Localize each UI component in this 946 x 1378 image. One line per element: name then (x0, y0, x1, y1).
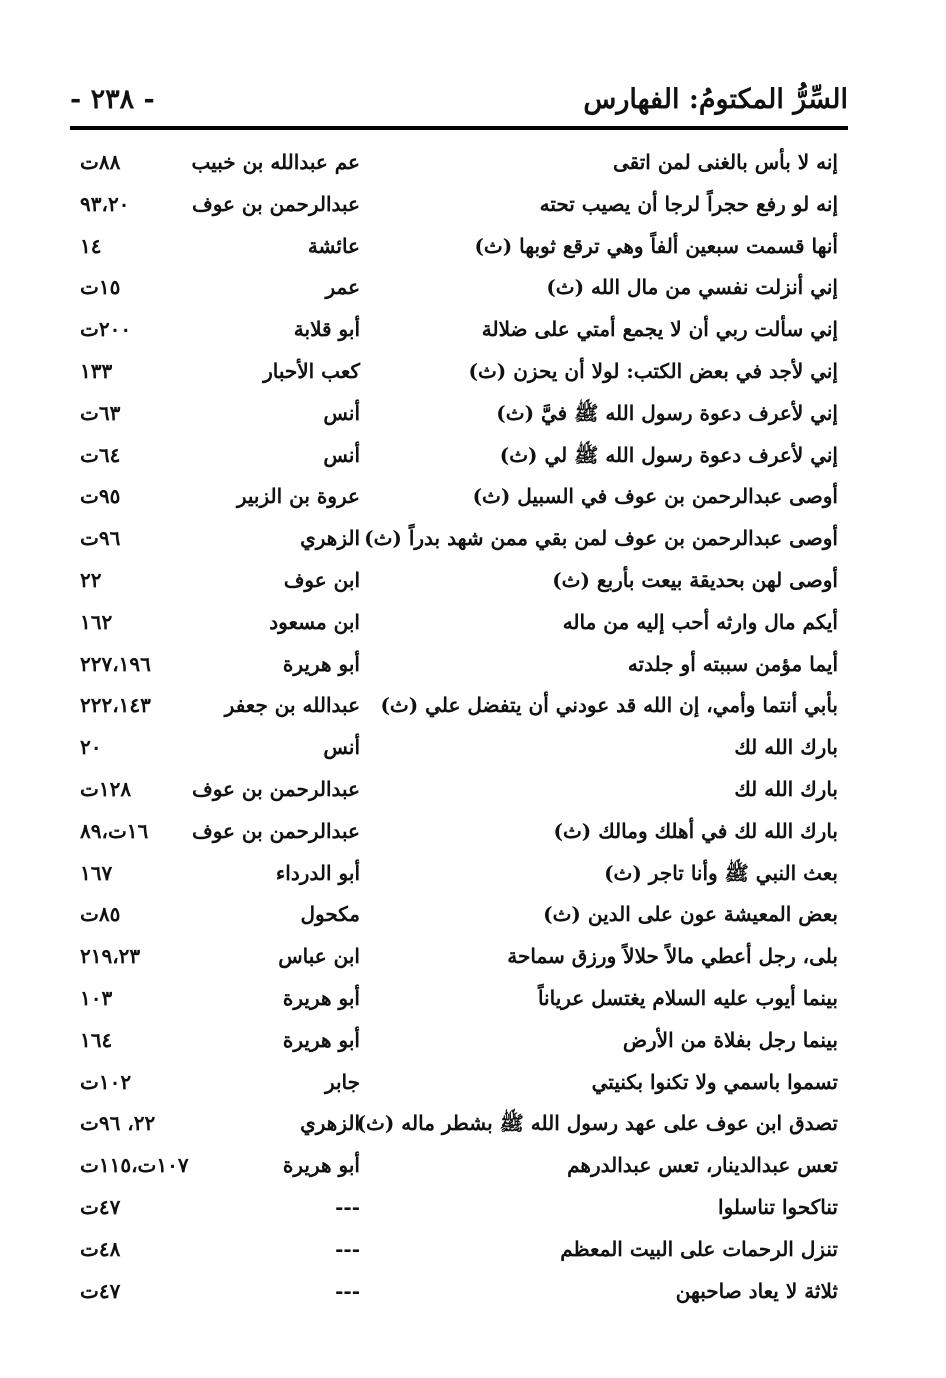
narrator: عائشة (307, 233, 360, 258)
index-row (70, 898, 848, 940)
narrator: أبو هريرة (282, 1027, 360, 1052)
narrator: عبدالله بن جعفر (224, 693, 360, 718)
index-row (70, 397, 848, 439)
hadith-text: إني سألت ربي أن لا يجمع أمتي على ضلالة (481, 317, 838, 342)
hadith-text: بعض المعيشة عون على الدين (ث) (543, 902, 838, 927)
narrator: عبدالرحمن بن عوف (191, 818, 360, 843)
hadith-text: بارك الله لك (734, 735, 838, 760)
narrator: الزهري (300, 526, 360, 551)
narrator: جابر (324, 1069, 360, 1094)
page-ref: ٢٠ (80, 735, 102, 760)
page-ref: ١٦٢ (80, 609, 113, 634)
hadith-text: إني لأعرف دعوة رسول الله ﷺ فيَّ (ث) (496, 400, 838, 425)
narrator: ابن مسعود (269, 609, 360, 634)
page-ref: ١٣٣ (80, 358, 113, 383)
page-ref: ٢٢، ٩٦ت (80, 1111, 156, 1136)
hadith-text: أيما مؤمن سببته أو جلدته (627, 651, 838, 676)
page-number: - ٢٣٨ - (70, 84, 155, 115)
narrator: ابن عوف (283, 567, 360, 592)
index-row (70, 1024, 848, 1066)
page-ref: ٩٦ت (80, 526, 121, 551)
index-row (70, 522, 848, 564)
header-rule (70, 126, 848, 130)
page-header (70, 78, 848, 126)
narrator: --- (335, 1194, 360, 1219)
page-ref: ٢٢٢،١٤٣ (80, 693, 151, 718)
hadith-text: أوصى لهن بحديقة بيعت بأربع (ث) (552, 567, 838, 592)
narrator: عبدالرحمن بن عوف (191, 776, 360, 801)
page-ref: ٢١٩،٢٣ (80, 944, 141, 969)
hadith-text: بارك الله لك في أهلك ومالك (ث) (553, 818, 838, 843)
page-ref: ٤٧ت (80, 1194, 121, 1219)
page-ref: ٦٤ت (80, 442, 121, 467)
page-ref: ١٦٤ (80, 1027, 113, 1052)
hadith-text: تناكحوا تناسلوا (718, 1194, 838, 1219)
page-ref: ١٠٣ (80, 985, 113, 1010)
narrator: أبو هريرة (282, 651, 360, 676)
index-row (70, 648, 848, 690)
hadith-text: بينما رجل بفلاة من الأرض (622, 1027, 838, 1052)
page-ref: ١٠٢ت (80, 1069, 132, 1094)
index-row (70, 815, 848, 857)
index-row (70, 313, 848, 355)
hadith-text: إنه لا بأس بالغنى لمن اتقى (612, 150, 838, 174)
book-title: السِّرُّ المكتومُ: الفهارس (583, 84, 848, 115)
hadith-text: بينما أيوب عليه السلام يغتسل عرياناً (537, 985, 838, 1010)
index-row (70, 1275, 848, 1317)
hadith-text: أنها قسمت سبعين ألفاً وهي ترقع ثوبها (ث) (474, 233, 838, 258)
page-ref: ٩٣،٢٠ (80, 191, 130, 216)
page-ref: ١٢٨ت (80, 776, 132, 801)
page-ref: ٢٢٧،١٩٦ (80, 651, 151, 676)
index-row (70, 146, 848, 188)
index-row (70, 439, 848, 481)
hadith-text: أوصى عبدالرحمن بن عوف في السبيل (ث) (472, 484, 838, 509)
page-ref: ١٦٧ (80, 860, 113, 885)
index-row (70, 1107, 848, 1149)
narrator: أنس (323, 442, 360, 467)
narrator: --- (335, 1236, 360, 1261)
narrator: عروة بن الزبير (236, 484, 360, 509)
page-ref: ١٤ (80, 233, 102, 258)
index-row (70, 940, 848, 982)
page-ref: ٢٢ (80, 567, 102, 592)
narrator: كعب الأحبار (263, 358, 360, 383)
page-ref: ٤٨ت (80, 1236, 121, 1261)
narrator: أنس (323, 400, 360, 425)
index-row (70, 1066, 848, 1108)
index-row (70, 857, 848, 899)
page-ref: ٦٣ت (80, 400, 121, 425)
narrator: --- (335, 1278, 360, 1303)
narrator: عم عبدالله بن خبيب (191, 150, 360, 174)
page-ref: ١٦ت،٨٩ (80, 818, 149, 843)
page-ref: ٢٠٠ت (80, 317, 132, 342)
hadith-text: تعس عبدالدينار، تعس عبدالدرهم (567, 1153, 838, 1178)
hadith-text: أوصى عبدالرحمن بن عوف لمن بقي ممن شهد بدراً (ث) (364, 526, 838, 551)
index-row (70, 230, 848, 272)
hadith-text: بارك الله لك (734, 776, 838, 801)
hadith-text: بلى، رجل أعطي مالاً حلالاً ورزق سماحة (507, 944, 838, 969)
hadith-text: أيكم مال وارثه أحب إليه من ماله (562, 609, 838, 634)
index-table (70, 146, 848, 1316)
narrator: أبو هريرة (282, 1153, 360, 1178)
hadith-text: بأبي أنتما وأمي، إن الله قد عودني أن يتفضل علي (ث) (380, 693, 838, 718)
hadith-text: إني أنزلت نفسي من مال الله (ث) (546, 275, 838, 300)
hadith-text: بعث النبي ﷺ وأنا تاجر (ث) (604, 860, 838, 885)
index-row (70, 773, 848, 815)
index-row (70, 271, 848, 313)
index-row (70, 689, 848, 731)
index-row (70, 982, 848, 1024)
index-row (70, 564, 848, 606)
index-row (70, 355, 848, 397)
index-row (70, 1233, 848, 1275)
narrator: أبو هريرة (282, 985, 360, 1010)
index-row (70, 188, 848, 230)
index-row (70, 1149, 848, 1191)
hadith-text: إني لأعرف دعوة رسول الله ﷺ لي (ث) (499, 442, 838, 467)
hadith-text: إنه لو رفع حجراً لرجا أن يصيب تحته (539, 191, 838, 216)
hadith-text: تصدق ابن عوف على عهد رسول الله ﷺ بشطر ماله (ث) (356, 1111, 838, 1136)
page-ref: ٩٥ت (80, 484, 121, 509)
narrator: مكحول (300, 902, 360, 927)
page-ref: ١٥ت (80, 275, 121, 300)
hadith-text: ثلاثة لا يعاد صاحبهن (675, 1278, 838, 1303)
narrator: أبو قلابة (293, 317, 360, 342)
narrator: عبدالرحمن بن عوف (191, 191, 360, 216)
index-row (70, 480, 848, 522)
index-row (70, 731, 848, 773)
index-row (70, 606, 848, 648)
narrator: عمر (325, 275, 360, 300)
hadith-text: إني لأجد في بعض الكتب: لولا أن يحزن (ث) (468, 358, 838, 383)
page-ref: ٨٥ت (80, 902, 121, 927)
narrator: أبو الدرداء (275, 860, 360, 885)
hadith-text: تسموا باسمي ولا تكنوا بكنيتي (591, 1069, 838, 1094)
narrator: الزهري (300, 1111, 360, 1136)
page-ref: ٤٧ت (80, 1278, 121, 1303)
narrator: أنس (323, 735, 360, 760)
index-row (70, 1191, 848, 1233)
narrator: ابن عباس (278, 944, 360, 969)
page-ref: ٨٨ت (80, 150, 121, 174)
page-ref: ١٠٧ت،١١٥ت (80, 1153, 189, 1178)
hadith-text: تنزل الرحمات على البيت المعظم (560, 1236, 838, 1261)
